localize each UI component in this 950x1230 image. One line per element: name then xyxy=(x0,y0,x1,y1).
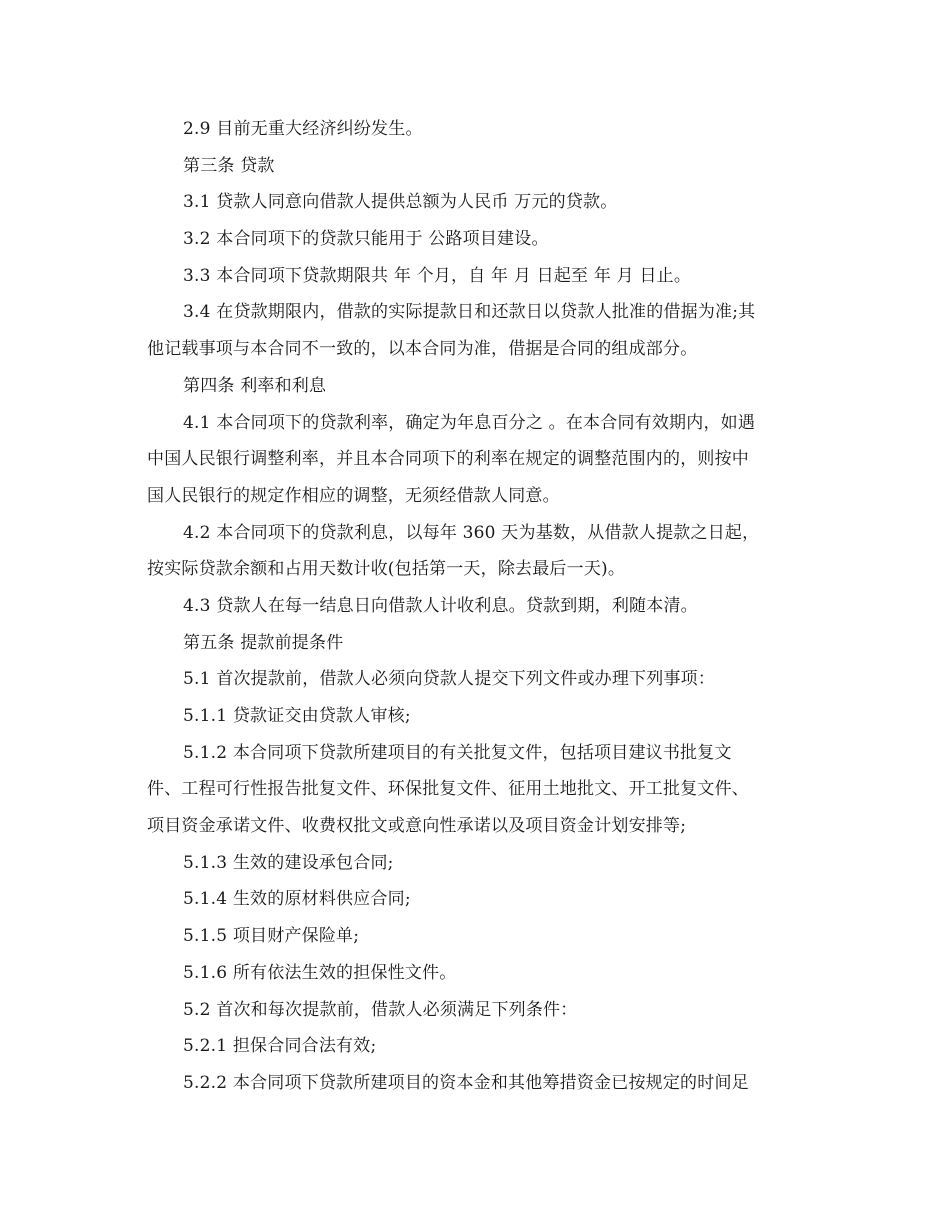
paragraph-line: 第四条 利率和利息 xyxy=(183,375,327,396)
paragraph-continuation-line: 中国人民银行调整利率，并且本合同项下的利率在规定的调整范围内的，则按中 xyxy=(147,449,749,470)
paragraph-line: 5.1.1 贷款证交由贷款人审核; xyxy=(183,706,411,726)
paragraph-line: 3.2 本合同项下的贷款只能用于 公路项目建设。 xyxy=(183,229,549,250)
paragraph-line: 4.3 贷款人在每一结息日向借款人计收利息。贷款到期，利随本清。 xyxy=(183,595,698,616)
paragraph-line: 3.3 本合同项下贷款期限共 年 个月，自 年 月 日起至 年 月 日止。 xyxy=(183,265,692,286)
paragraph-line: 5.1.4 生效的原材料供应合同; xyxy=(183,889,411,910)
paragraph-line: 3.1 贷款人同意向借款人提供总额为人民币 万元的贷款。 xyxy=(183,192,618,213)
paragraph-continuation-line: 项目资金承诺文件、收费权批文或意向性承诺以及项目资金计划安排等; xyxy=(147,816,687,837)
paragraph-continuation-line: 按实际贷款余额和占用天数计收(包括第一天，除去最后一天)。 xyxy=(147,559,626,580)
paragraph-line: 4.2 本合同项下的贷款利息，以每年 360 天为基数，从借款人提款之日起， xyxy=(183,522,760,543)
paragraph-line: 2.9 目前无重大经济纠纷发生。 xyxy=(183,119,423,139)
paragraph-line: 5.1.3 生效的建设承包合同; xyxy=(183,852,394,873)
paragraph-line: 5.2 首次和每次提款前，借款人必须满足下列条件： xyxy=(183,999,578,1020)
paragraph-line: 5.2.2 本合同项下贷款所建项目的资本金和其他筹措资金已按规定的时间足 xyxy=(183,1072,749,1093)
paragraph-line: 5.1 首次提款前，借款人必须向贷款人提交下列文件或办理下列事项： xyxy=(183,669,716,690)
paragraph-line: 3.4 在贷款期限内，借款的实际提款日和还款日以贷款人批准的借据为准;其 xyxy=(183,302,756,323)
document-body xyxy=(147,111,807,1102)
paragraph-line: 5.1.6 所有依法生效的担保性文件。 xyxy=(183,962,457,983)
paragraph-continuation-line: 他记载事项与本合同不一致的，以本合同为准，借据是合同的组成部分。 xyxy=(147,339,698,360)
paragraph-line: 5.2.1 担保合同合法有效; xyxy=(183,1036,377,1057)
paragraph-continuation-line: 件、工程可行性报告批复文件、环保批复文件、征用土地批文、开工批复文件、 xyxy=(147,779,749,800)
paragraph-line: 第五条 提款前提条件 xyxy=(183,632,344,653)
paragraph-continuation-line: 国人民银行的规定作相应的调整，无须经借款人同意。 xyxy=(147,485,560,506)
paragraph-line: 第三条 贷款 xyxy=(183,155,275,176)
paragraph-line: 5.1.2 本合同项下贷款所建项目的有关批复文件，包括项目建议书批复文 xyxy=(183,742,732,763)
paragraph-line: 5.1.5 项目财产保险单; xyxy=(183,926,360,947)
paragraph-line: 4.1 本合同项下的贷款利率，确定为年息百分之 。在本合同有效期内，如遇 xyxy=(183,412,756,433)
